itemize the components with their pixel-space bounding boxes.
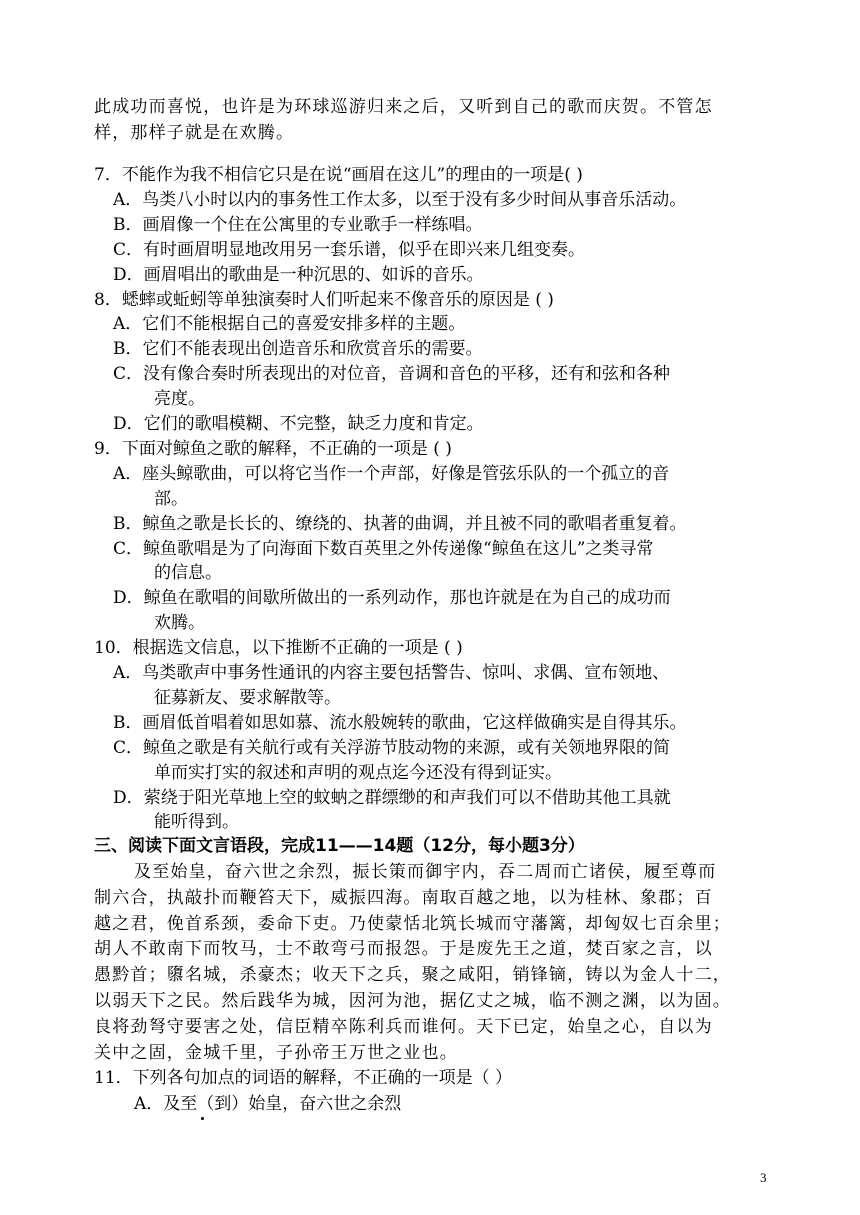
passage-line: 此成功而喜悦，也许是为环球巡游归来之后，又听到自己的歌而庆贺。不管怎	[94, 97, 713, 117]
question-7-option-a: A．鸟类八小时以内的事务性工作太多，以至于没有多少时间从事音乐活动。	[113, 189, 687, 210]
question-8-option-d: D．它们的歌唱模糊、不完整，缺乏力度和肯定。	[113, 414, 484, 434]
question-10-option-a-cont: 征募新友、要求解散等。	[154, 687, 341, 708]
classical-passage-line: 胡人不敢南下而牧马，士不敢弯弓而报怨。于是废先王之道，焚百家之言，以	[94, 939, 713, 960]
question-8-option-a: A．它们不能根据自己的喜爱安排多样的主题。	[113, 314, 466, 335]
classical-passage-line: 及至始皇，奋六世之余烈，振长策而御宇内，吞二周而亡诸侯，履至尊而	[134, 862, 717, 882]
emphasis-dot	[201, 1117, 204, 1120]
question-10-stem: 10．根据选文信息，以下推断不正确的一项是 ( )	[94, 638, 463, 659]
question-10-option-a: A．鸟类歌声中事务性通讯的内容主要包括警告、惊叫、求偶、宣布领地、	[113, 663, 670, 683]
question-8-option-c: C．没有像合奏时所表现出的对位音，音调和音色的平移，还有和弦和各种	[113, 364, 671, 385]
section-3-heading: 三、阅读下面文言语段，完成11——14题（12分，每小题3分）	[94, 836, 585, 856]
question-8-option-b: B．它们不能表现出创造音乐和欣赏音乐的需要。	[113, 339, 483, 360]
question-9-option-a: A．座头鲸歌曲，可以将它当作一个声部，好像是管弦乐队的一个孤立的音	[113, 463, 670, 484]
question-7-stem: 7．不能作为我不相信它只是在说“画眉在这儿”的理由的一项是( )	[94, 165, 583, 185]
page-number: 3	[760, 1170, 767, 1185]
classical-passage-line: 越之君，俛首系颈，委命下吏。乃使蒙恬北筑长城而守藩篱，却匈奴七百余里；	[94, 913, 731, 934]
question-9-option-a-cont: 部。	[154, 488, 188, 509]
question-9-option-b: B．鲸鱼之歌是长长的、缭绕的、执著的曲调，并且被不同的歌唱者重复着。	[113, 513, 687, 534]
question-11-stem: 11．下列各句加点的词语的解释，不正确的一项是（ ）	[94, 1068, 513, 1089]
question-9-option-d: D．鲸鱼在歌唱的间歇所做出的一系列动作，那也许就是在为自己的成功而	[113, 588, 671, 609]
question-7-option-c: C．有时画眉明显地改用另一套乐谱，似乎在即兴来几组变奏。	[113, 239, 586, 260]
classical-passage-line: 良将劲弩守要害之处，信臣精卒陈利兵而谁何。天下已定，始皇之心，自以为	[94, 1016, 713, 1037]
question-11-option-a: A．及至（到）始皇，奋六世之余烈	[134, 1094, 402, 1115]
question-10-option-b: B．画眉低首唱着如思如慕、流水般婉转的歌曲，它这样做确实是自得其乐。	[113, 712, 687, 733]
question-8-option-c-cont: 亮度。	[154, 389, 205, 410]
question-10-option-c: C．鲸鱼之歌是有关航行或有关浮游节肢动物的来源，或有关领地界限的简	[113, 737, 671, 758]
passage-line: 样，那样子就是在欢腾。	[94, 123, 295, 143]
classical-passage-line: 愚黔首；隳名城，杀豪杰；收天下之兵，聚之咸阳，销锋镝，铸以为金人十二，	[94, 965, 731, 986]
classical-passage-line: 关中之固，金城千里，子孙帝王万世之业也。	[94, 1042, 458, 1063]
question-7-option-b: B．画眉像一个住在公寓里的专业歌手一样练唱。	[113, 214, 483, 235]
question-10-option-d-cont: 能听得到。	[154, 812, 239, 833]
question-9-option-c-cont: 的信息。	[154, 563, 222, 584]
classical-passage-line: 以弱天下之民。然后践华为城，因河为池，据亿丈之城，临不测之渊，以为固。	[94, 991, 731, 1011]
question-8-stem: 8．蟋蟀或蚯蚓等单独演奏时人们听起来不像音乐的原因是 ( )	[94, 289, 554, 310]
classical-passage-line: 制六合，执敲扑而鞭笞天下，威振四海。南取百越之地，以为桂林、象郡；百	[94, 887, 713, 908]
question-9-stem: 9．下面对鲸鱼之歌的解释，不正确的一项是 ( )	[94, 438, 452, 459]
question-10-option-c-cont: 单而实打实的叙述和声明的观点迄今还没有得到证实。	[154, 762, 562, 783]
question-9-option-d-cont: 欢腾。	[154, 613, 205, 634]
question-9-option-c: C．鲸鱼歌唱是为了向海面下数百英里之外传递像“鲸鱼在这儿”之类寻常	[113, 538, 654, 559]
question-7-option-d: D．画眉唱出的歌曲是一种沉思的、如诉的音乐。	[113, 264, 484, 285]
question-10-option-d: D．萦绕于阳光草地上空的蚊蚋之群缥缈的和声我们可以不借助其他工具就	[113, 787, 671, 808]
